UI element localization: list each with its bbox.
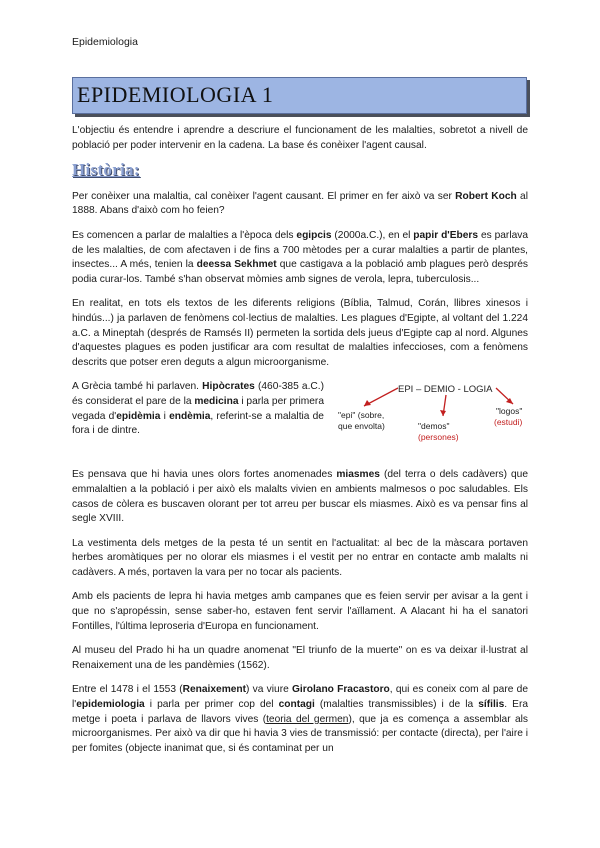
label-demos-meaning: (persones) — [418, 432, 459, 443]
intro-paragraph: L'objectiu és entendre i aprendre a descriure el funcionament de les malalties, sobretot a nivell de població per poder intervenir en la cadena. La base és conèixer l'agent causal. — [72, 125, 528, 151]
label-epi-line2: que envolta) — [338, 421, 385, 432]
title-box — [72, 77, 527, 114]
paragraph-leprosy: Amb els pacients de lepra hi havia metges amb campanes que es feien servir per avisar a la gent i que no s'apropéssin, sense saber-ho, estaven fent servir l'aïllament. A Alacant hi ha el sanatori Fontilles, l'última leproseria d'Europa en funcionament. — [72, 591, 528, 632]
etymology-diagram — [336, 380, 528, 458]
running-header: Epidemiologia — [72, 36, 138, 48]
paragraph-plague-doctors: La vestimenta dels metges de la pesta té un sentit en l'actualitat: al bec de la màscara portaven herbes aromàtiques per no olorar els miasmes i el vestit per no entrar en contacte amb malalts ni cadàvers. A més, portaven la vara per no tocar als pacients. — [72, 537, 528, 578]
paragraph-religions: En realitat, en tots els textos de les diferents religions (Bíblia, Talmud, Corán, llibres xinesos i hindús...) ja parlaven de fenòmens col·lectius de malalties. Les plagues d'Egipte, al voltant del 1.224 a.C. a Mineptah (després de Ramsés II) permeten la sortida dels jueus d'Egipte cap al nord. Algunes d'aquestes plagues es poden justificar ara com resultat de malalties infeccioses, com a fenòmens descrits que potser eren deguts a algun microorganisme. — [72, 298, 528, 368]
etymology-diagram-svg — [336, 380, 528, 458]
paragraph-egyptians: Es comencen a parlar de malalties a l'època dels egipcis (2000a.C.), en el papir d'Ebers es parlava de les malalties, de com afectaven i de fins a 700 mètodes per a curar malalties a partir de plantes, insectes... A més, tenien la deessa Sekhmet que castigava a la població amb plagues però després podia curar-los. També s'han observat mòmies amb signes de verola, lepra, tuberculosis... — [72, 229, 529, 285]
label-epi-line1: "epi" (sobre, — [338, 410, 385, 421]
paragraph-koch: Per conèixer una malaltia, cal conèixer l'agent causant. El primer en fer això va ser Robert Koch al 1888. Abans d'això com ho feien? — [72, 190, 528, 217]
arrow-demos-head — [440, 410, 446, 416]
page-title: EPIDEMIOLOGIA 1 — [77, 82, 274, 107]
greece-section — [72, 380, 528, 458]
diagram-title: EPI – DEMIO - LOGIA — [398, 384, 493, 396]
document-body — [72, 124, 528, 766]
paragraph-fracastoro: Entre el 1478 i el 1553 (Renaixement) va viure Girolano Fracastoro, qui es coneix com al pare de l'epidemiologia i parla per primer cop del contagi (malalties transmissibles) i de la sífilis. Era metge i poeta i parlava de llavors vives (teoria del germen), que ja es comença a assemblar als microorganismes. Per això va dir que hi havia 3 vies de transmissió: per contacte (directa), per l'aire i per fomites (objecte inanimat que, si és contaminat per un — [72, 684, 529, 754]
section-heading-history: Història: — [72, 160, 140, 180]
label-demos: "demos" — [418, 421, 450, 432]
paragraph-hippocrates: A Grècia també hi parlaven. Hipòcrates (460-385 a.C.) és considerat el pare de la medicina i parla per primera vegada d'epidèmia i endèmia, referint-se a malaltia de fora i de dintre. — [72, 381, 324, 437]
paragraph-prado: Al museu del Prado hi ha un quadre anomenat "El triunfo de la muerte" on es va deixar il·lustrat al Renaixement una de les pandèmies (1562). — [72, 645, 528, 671]
label-logos: "logos" — [496, 406, 523, 417]
label-logos-meaning: (estudi) — [494, 417, 523, 428]
paragraph-miasmes: Es pensava que hi havia unes olors fortes anomenades miasmes (del terra o dels cadàvers) que emmalaltien a la població i per això els malalts vivien en ambients malmesos o poc saludables. Els casos de còlera es buscaven olorant per tot arreu per buscar els miasmes. Això es va pensar fins al segle XVIII. — [72, 469, 528, 525]
